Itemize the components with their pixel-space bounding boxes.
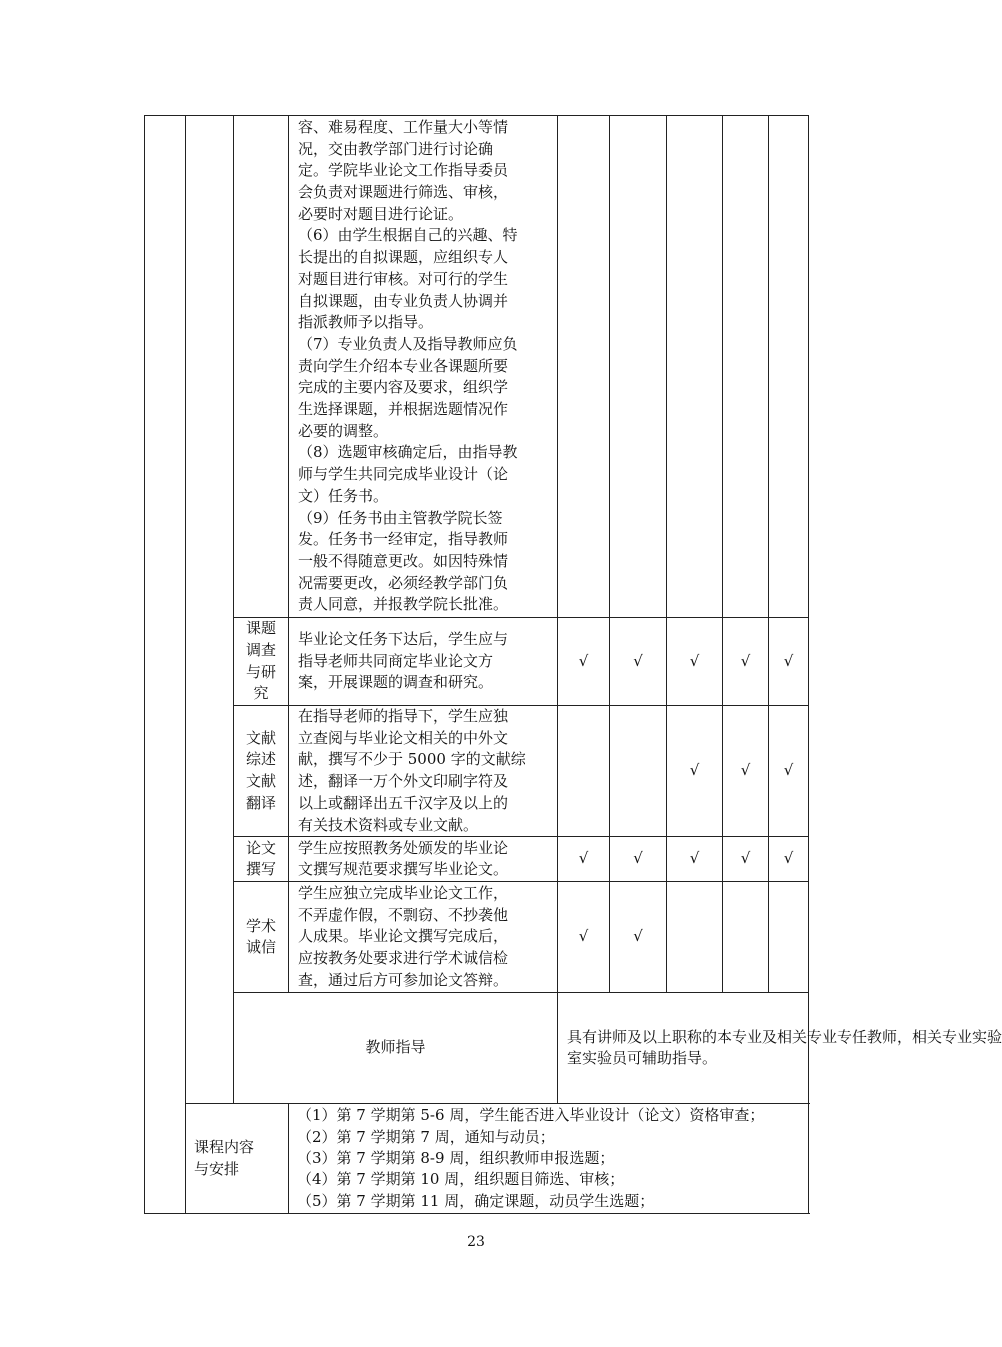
table-row [145, 837, 809, 882]
row-description: 学生应独立完成毕业论文工作， 不弄虚作假，不剽窃、不抄袭他 人成果。毕业论文撰写完成后， 应按教务处要求进行学术诚信检 查，通过后方可参加论文答辩。 [289, 882, 558, 993]
check-mark [610, 706, 667, 837]
check-mark: √ [558, 882, 610, 993]
check-mark: √ [769, 618, 809, 706]
check-mark: √ [667, 618, 723, 706]
schedule-item: （5）第 7 学期第 11 周，确定课题，动员学生选题； [297, 1191, 655, 1210]
schedule-item: （4）第 7 学期第 10 周，组织题目筛选、审核； [297, 1170, 625, 1189]
graduation-thesis-table [144, 115, 1002, 1214]
check-mark [558, 706, 610, 837]
check-mark: √ [610, 837, 667, 882]
row-description: 学生应按照教务处颁发的毕业论 文撰写规范要求撰写毕业论文。 [289, 837, 558, 882]
table-row [145, 618, 809, 706]
table-row [145, 993, 809, 1104]
row-label: 学术 诚信 [234, 882, 289, 993]
check-mark: √ [610, 618, 667, 706]
outer-blank-cell [145, 116, 186, 1214]
check-mark: √ [667, 837, 723, 882]
check-mark [667, 882, 723, 993]
row-description: 在指导老师的指导下，学生应独 立查阅与毕业论文相关的中外文 献，撰写不少于 5000 字的文献综 述，翻译一万个外文印刷字符及 以上或翻译出五千汉字及以上的 有关技术资料或专业文献。 [289, 706, 558, 837]
check-mark: √ [610, 882, 667, 993]
row-label: 文献 综述 文献 翻译 [234, 706, 289, 837]
check-mark: √ [723, 837, 769, 882]
table-row [145, 116, 809, 618]
schedule-item: （2）第 7 学期第 7 周，通知与动员； [297, 1127, 555, 1146]
schedule-item: （3）第 7 学期第 8-9 周，组织教师申报选题； [297, 1149, 615, 1168]
schedule-label: 课程内容 与安排 [186, 1104, 289, 1214]
check-mark [723, 882, 769, 993]
check-mark: √ [769, 706, 809, 837]
check-mark: √ [723, 618, 769, 706]
blank-cell [186, 116, 234, 1104]
check-mark: √ [723, 706, 769, 837]
table-row [145, 1104, 809, 1214]
row-label: 论文 撰写 [234, 837, 289, 882]
blank-cell [234, 116, 289, 618]
check-cell [769, 116, 809, 618]
teacher-guidance-label: 教师指导 [234, 993, 558, 1104]
row-description: 毕业论文任务下达后，学生应与 指导老师共同商定毕业论文方 案，开展课题的调查和研究。 [289, 618, 558, 706]
page-number: 23 [467, 1234, 485, 1250]
check-cell [723, 116, 769, 618]
check-mark: √ [667, 706, 723, 837]
continuation-text: 容、难易程度、工作量大小等情 况，交由教学部门进行讨论确 定。学院毕业论文工作指导委员 会负责对课题进行筛选、审核， 必要时对题目进行论证。 （6）由学生根据自己的兴趣、特 长提出的自拟课题，应组织专人 对题目进行审核。对可行的学生 自拟课题，由专业负责人协调并 指派教师予以指导。 （7）专业负责人及指导教师应负 责向学生介绍本专业各课题所要 完成的主要内容及要求，组织学 生选择课题，并根据选题情况作 必要的调整。 （8）选题审核确定后，由指导教 师与学生共同完成毕业设计（论 文）任务书。 （9）任务书由主管教学院长签 发。任务书一经审定，指导教师 一般不得随意更改。如因特殊情 况需要更改，必须经教学部门负 责人同意，并报教学院长批准。 [289, 116, 558, 618]
table-row [145, 882, 809, 993]
schedule-list [289, 1104, 809, 1214]
check-mark: √ [769, 837, 809, 882]
check-cell [610, 116, 667, 618]
table-row [145, 706, 809, 837]
schedule-item: （1）第 7 学期第 5-6 周，学生能否进入毕业设计（论文）资格审查； [297, 1106, 765, 1125]
check-mark: √ [558, 837, 610, 882]
check-cell [667, 116, 723, 618]
teacher-guidance-text: 具有讲师及以上职称的本专业及相关专业专任教师，相关专业实验 室实验员可辅助指导。 [558, 993, 809, 1104]
check-mark: √ [558, 618, 610, 706]
check-cell [558, 116, 610, 618]
check-mark [769, 882, 809, 993]
row-label: 课题 调查 与研 究 [234, 618, 289, 706]
